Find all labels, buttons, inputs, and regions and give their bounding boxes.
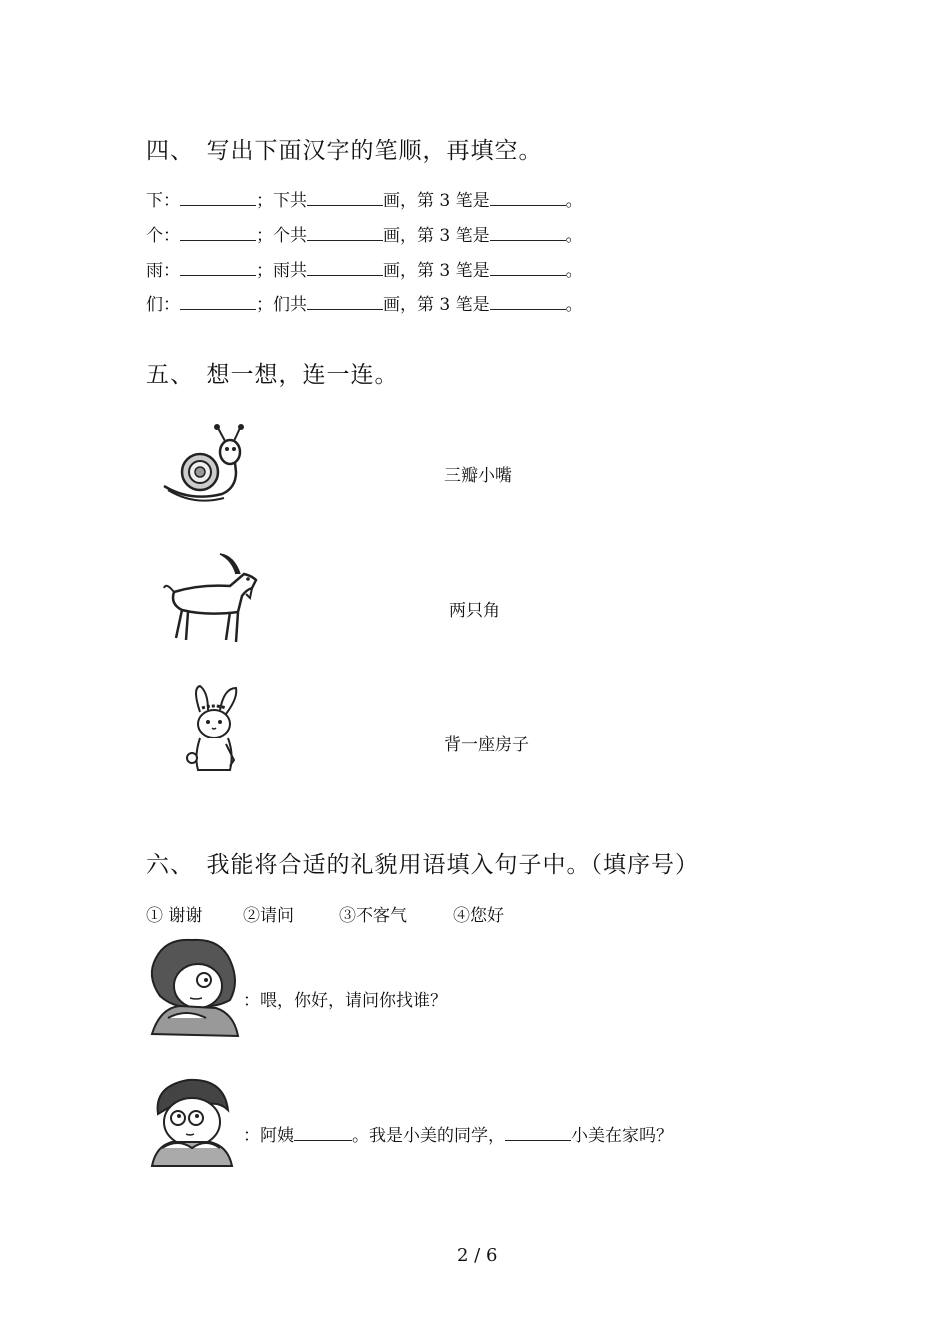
dialogue-line-2: ：阿姨 。我是小美的同学， 小美在家吗？: [243, 1126, 673, 1146]
option-2: ②请问: [243, 906, 294, 926]
snail-picture[interactable]: [160, 424, 244, 504]
answer-blank[interactable]: [180, 295, 256, 310]
answer-blank[interactable]: [505, 1126, 571, 1141]
answer-blank[interactable]: [180, 191, 256, 206]
option-4: ④您好: [453, 906, 504, 926]
girl-picture: [146, 936, 240, 1042]
dialogue-line-1: ：喂，你好，请问你找谁？: [243, 991, 447, 1011]
row-char: 个：: [146, 226, 180, 246]
answer-blank[interactable]: [307, 226, 383, 241]
stroke-row-3: 雨： ；雨共 画，第 3 笔是 。: [146, 261, 583, 281]
section5-heading: 五、 想一想，连一连。: [146, 362, 399, 388]
stroke-row-1: 下： ；下共 画，第 3 笔是 。: [146, 191, 583, 211]
answer-blank[interactable]: [307, 295, 383, 310]
section6-heading: 六、 我能将合适的礼貌用语填入句子中。（填序号）: [146, 852, 699, 878]
boy-icon: [148, 1074, 234, 1172]
row-char: 雨：: [146, 261, 180, 281]
answer-blank[interactable]: [490, 261, 566, 276]
answer-blank[interactable]: [307, 191, 383, 206]
row-char: 下：: [146, 191, 180, 211]
answer-blank[interactable]: [490, 295, 566, 310]
stroke-row-2: 个： ；个共 画，第 3 笔是 。: [146, 226, 583, 246]
goat-icon: [160, 552, 260, 648]
phrase-3[interactable]: 背一座房子: [444, 735, 529, 755]
answer-blank[interactable]: [180, 261, 256, 276]
answer-blank[interactable]: [490, 226, 566, 241]
phrase-1[interactable]: 三瓣小嘴: [444, 466, 512, 486]
answer-blank[interactable]: [307, 261, 383, 276]
option-1: ① 谢谢: [146, 906, 203, 926]
answer-blank[interactable]: [294, 1126, 352, 1141]
answer-blank[interactable]: [490, 191, 566, 206]
girl-icon: [146, 936, 240, 1042]
rabbit-icon: [182, 684, 248, 776]
option-3: ③不客气: [339, 906, 407, 926]
goat-picture[interactable]: [160, 552, 260, 648]
rabbit-picture[interactable]: [182, 684, 248, 776]
row-char: 们：: [146, 295, 180, 315]
section4-heading: 四、 写出下面汉字的笔顺，再填空。: [146, 138, 543, 164]
snail-icon: [160, 424, 244, 504]
phrase-2[interactable]: 两只角: [449, 601, 500, 621]
stroke-row-4: 们： ；们共 画，第 3 笔是 。: [146, 295, 583, 315]
page-number: 2 / 6: [457, 1245, 498, 1266]
boy-picture: [148, 1074, 234, 1172]
answer-blank[interactable]: [180, 226, 256, 241]
